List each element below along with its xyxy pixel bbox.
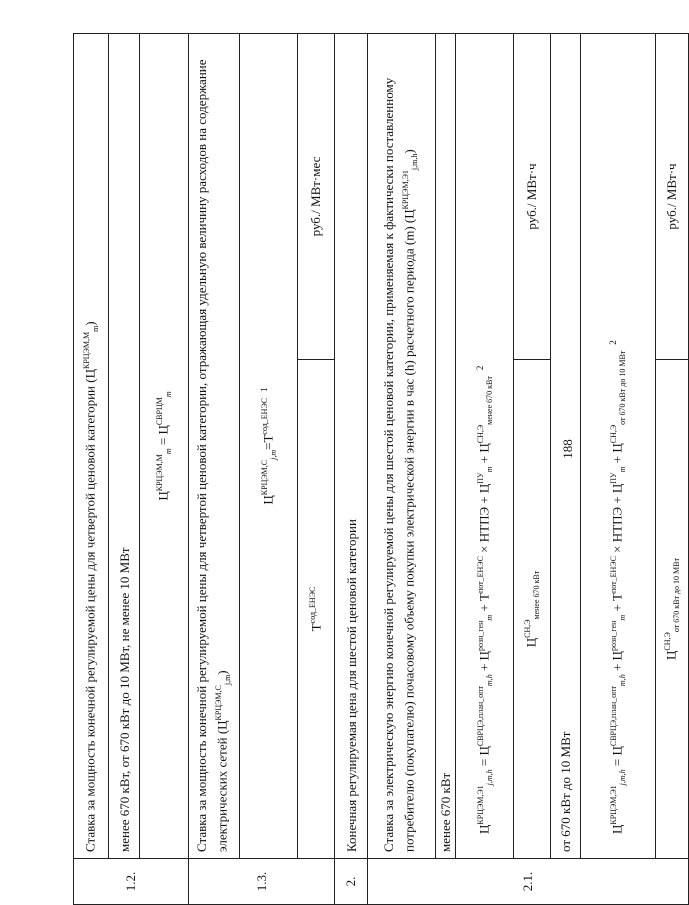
page-number: 188 [560, 439, 575, 459]
row-number: 2. [335, 859, 368, 905]
table-row [140, 34, 189, 905]
table-row [581, 34, 656, 905]
formula: $Ц^{КРЦЭМ,С}_{j,m}=Т^{сод\_ЕНЭС1}$ [240, 34, 298, 859]
table-row [368, 34, 436, 905]
cell-label: $Ц^{СН,Э}_{от 670 кВт до 10 МВт}$ [656, 360, 689, 859]
table-row [240, 34, 298, 905]
table-row [656, 34, 689, 905]
row-title: Конечная регулируемая цена для шестой ценовой категории [335, 34, 368, 859]
unit-cell: руб./ МВт·мес [298, 34, 335, 360]
cell-label: $Т^{сод\_ЕНЭС}$ [298, 360, 335, 859]
row-title: Ставка за мощность конечной регулируемой цены для четвертой ценовой категории $(Ц^{КРЦЭМ,М}_m)$ [74, 34, 109, 859]
row-sublabel: менее 670 кВт, от 670 кВт до 10 МВт, не менее 10 МВт [109, 34, 140, 859]
formula: $Ц^{КРЦЭМ,Э1}_{j,m,h} = Ц^{СВРЦЭ,план\_опт}_{m,h} + Ц^{розн\_ген}_m + Т^{пот\_ЕНЭС}$ × НТПЭ + $Ц^{ПУ}_m + Ц^{СН,Э}_{менее 670 кВт}^2$ [456, 34, 514, 859]
row-sublabel: от 670 кВт до 10 МВт [551, 34, 581, 859]
unit-cell: руб./ МВт·ч [514, 34, 551, 360]
row-number: 1.3. [189, 859, 335, 905]
cell-label: $Ц^{СН,Э}_{менее 670 кВт}$ [514, 360, 551, 859]
table-row [456, 34, 514, 905]
tariff-table [73, 33, 689, 905]
row-sublabel: менее 670 кВт [436, 34, 456, 859]
table-row [514, 34, 551, 905]
table-row [551, 34, 581, 905]
formula: $Ц^{КРЦЭМ,Э1}_{j,m,h} = Ц^{СВРЦЭ,план\_опт}_{m,h} + Ц^{розн\_ген}_m + Т^{пот\_ЕНЭС}$ × НТПЭ + $Ц^{ПУ}_m + Ц^{СН,Э}_{от 670 кВт до 10 МВт}^2$ [581, 34, 656, 859]
formula: $Ц^{КРЦЭМ,М}_m = Ц^{СВРЦМ}_m$ [140, 34, 189, 859]
unit-cell: руб./ МВт·ч [656, 34, 689, 360]
row-title: Ставка за электрическую энергию конечной регулируемой цены для шестой ценовой категории, применяемая к фактически поставленному потребителю (покупателю) почасовому объему покупки электрической энергии в час (h) расчетного периода (m) $(Ц^{КРЦЭМ,Э1}_{j,m,h})$ [368, 34, 436, 859]
table-row [436, 34, 456, 905]
row-number: 1.2. [74, 859, 189, 905]
table-row [335, 34, 368, 905]
row-title: Ставка за мощность конечной регулируемой цены для четвертой ценовой категории, отражающая удельную величину расходов на содержание электрических сетей $(Ц^{КРЦЭМ,С}_{j,m})$ [189, 34, 240, 859]
table-row [189, 34, 240, 905]
table-row [109, 34, 140, 905]
table-row [74, 34, 109, 905]
row-number: 2.1. [368, 859, 689, 905]
table-row [298, 34, 335, 905]
